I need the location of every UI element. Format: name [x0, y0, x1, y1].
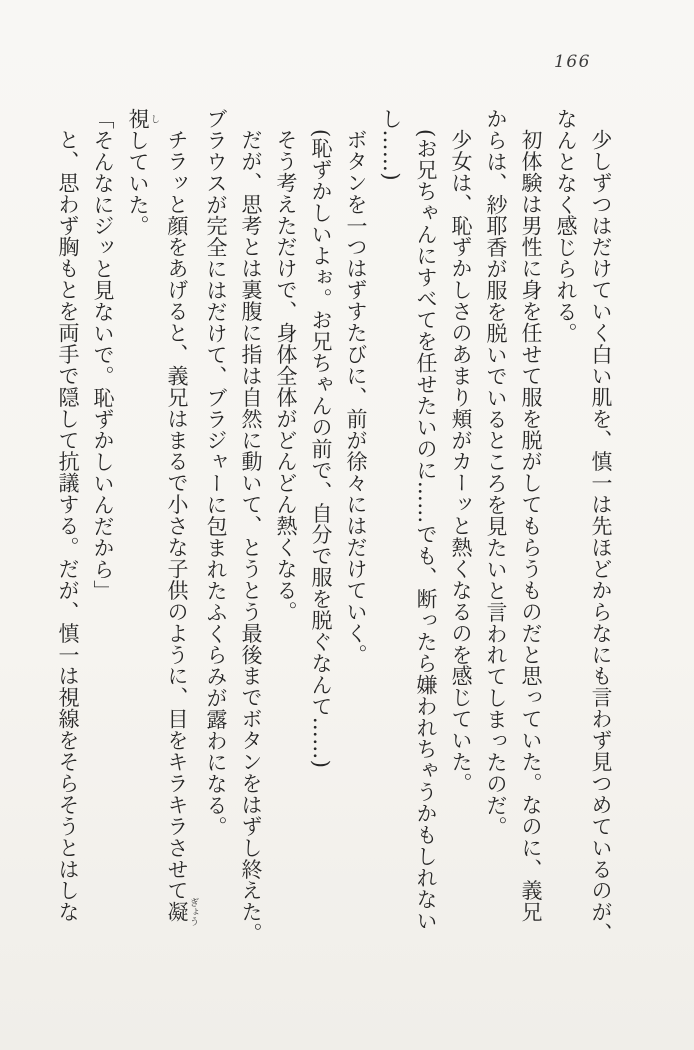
- text-column: [443, 108, 478, 950]
- text-block: [50, 108, 618, 950]
- text-run: し……): [379, 108, 403, 181]
- text-column: [120, 108, 159, 950]
- furigana-reading: ぎょう: [187, 897, 199, 927]
- text-column: [373, 108, 408, 950]
- text-run: していた。: [126, 129, 150, 237]
- ruby-annotated-kanji: 視し: [126, 108, 160, 130]
- text-column: [513, 108, 548, 950]
- text-column: [159, 108, 198, 950]
- text-column: [548, 108, 583, 950]
- text-run: (恥ずかしいよぉ。お兄ちゃんの前で、自分で服を脱ぐなんて……): [309, 129, 333, 769]
- text-column: [478, 108, 513, 950]
- text-run: チラッと顔をあげると、義兄はまるで小さな子供のように、目をキラキラさせて: [165, 129, 189, 902]
- text-run: なんとなく感じられる。: [554, 108, 578, 344]
- furigana-reading: し: [148, 108, 160, 130]
- text-column: [583, 108, 618, 950]
- text-column: [303, 108, 338, 950]
- text-run: 少しずつはだけていく白い肌を、慎一は先ほどからなにも言わず見つめているのが、: [589, 129, 613, 945]
- text-run: 「そんなにジッと見ないで。恥ずかしいんだから」: [91, 108, 115, 602]
- page-number: 166: [554, 52, 591, 72]
- text-run: (お兄ちゃんにすべてを任せたいのに……でも、断ったら嫌われちゃうかもしれない: [414, 129, 438, 932]
- text-run: 少女は、恥ずかしさのあまり頬がカーッと熱くなるのを感じていた。: [449, 129, 473, 794]
- text-column: [268, 108, 303, 950]
- text-column: [233, 108, 268, 950]
- text-run: ブラウスが完全にはだけて、ブラジャーに包まれたふくらみが露わになる。: [204, 108, 228, 838]
- text-run: からは、紗耶香が服を脱いでいるところを見たいと言われてしまったのだ。: [484, 108, 508, 838]
- ruby-annotated-kanji: 凝ぎょう: [165, 897, 199, 927]
- text-column: [50, 108, 85, 950]
- text-run: と、思わず胸もとを両手で隠して抗議する。だが、慎一は視線をそらそうとはしな: [56, 129, 80, 923]
- text-run: そう考えただけで、身体全体がどんどん熱くなる。: [274, 129, 298, 623]
- text-column: [198, 108, 233, 950]
- text-column: [338, 108, 373, 950]
- text-run: だが、思考とは裏腹に指は自然に動いて、とうとう最後までボタンをはずし終えた。: [239, 129, 263, 945]
- text-column: [408, 108, 443, 950]
- text-run: 初体験は男性に身を任せて服を脱がしてもらうものだと思っていた。なのに、義兄: [519, 129, 543, 923]
- text-column: [85, 108, 120, 950]
- text-run: ボタンを一つはずすたびに、前が徐々にはだけていく。: [344, 129, 368, 666]
